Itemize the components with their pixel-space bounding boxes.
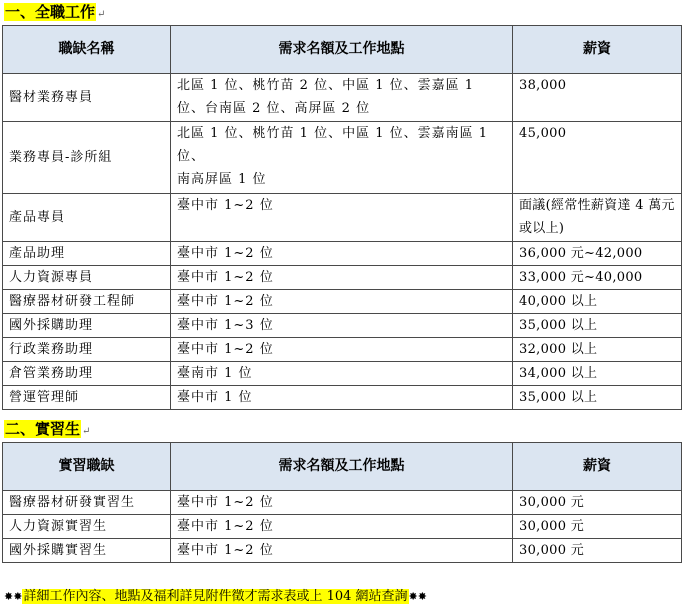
location-cell: 臺南市 1 位 bbox=[171, 362, 513, 386]
section-title-intern-text: 二、實習生 bbox=[5, 420, 81, 438]
header-intern-salary: 薪資 bbox=[513, 443, 682, 491]
star-left-icon: ✸✸ bbox=[4, 590, 23, 603]
job-cell: 醫療器材研發工程師 bbox=[3, 290, 171, 314]
job-cell: 醫材業務專員 bbox=[3, 74, 171, 122]
job-cell: 產品專員 bbox=[3, 194, 171, 242]
location-cell: 臺中市 1~2 位 bbox=[171, 242, 513, 266]
fulltime-header-row bbox=[3, 26, 682, 74]
salary-cell: 34,000 以上 bbox=[513, 362, 682, 386]
salary-cell: 33,000 元~40,000 bbox=[513, 266, 682, 290]
header-job: 職缺名稱 bbox=[3, 26, 171, 74]
job-cell: 行政業務助理 bbox=[3, 338, 171, 362]
table-row bbox=[3, 266, 682, 290]
header-intern-job: 實習職缺 bbox=[3, 443, 171, 491]
location-cell: 臺中市 1~3 位 bbox=[171, 314, 513, 338]
location-cell: 臺中市 1~2 位 bbox=[171, 515, 513, 539]
salary-cell: 30,000 元 bbox=[513, 515, 682, 539]
location-cell: 北區 1 位、桃竹苗 1 位、中區 1 位、雲嘉南區 1 位、 南高屏區 1 位 bbox=[171, 122, 513, 194]
section-title-intern: 二、實習生 ↵ bbox=[5, 420, 91, 438]
fulltime-table bbox=[2, 25, 682, 410]
job-cell: 國外採購實習生 bbox=[3, 539, 171, 563]
job-cell: 人力資源專員 bbox=[3, 266, 171, 290]
section-title-fulltime: 一、全職工作 ↵ bbox=[5, 3, 106, 21]
salary-cell: 30,000 元 bbox=[513, 491, 682, 515]
job-cell: 產品助理 bbox=[3, 242, 171, 266]
table-row bbox=[3, 242, 682, 266]
table-row bbox=[3, 386, 682, 410]
job-cell: 國外採購助理 bbox=[3, 314, 171, 338]
location-cell: 臺中市 1~2 位 bbox=[171, 290, 513, 314]
location-cell: 臺中市 1~2 位 bbox=[171, 194, 513, 242]
star-right-icon: ✸✸ bbox=[408, 590, 427, 603]
salary-cell: 35,000 以上 bbox=[513, 314, 682, 338]
header-intern-location: 需求名額及工作地點 bbox=[171, 443, 513, 491]
section-title-fulltime-text: 一、全職工作 bbox=[5, 3, 96, 21]
salary-cell: 35,000 以上 bbox=[513, 386, 682, 410]
intern-header-row bbox=[3, 443, 682, 491]
table-row bbox=[3, 290, 682, 314]
salary-cell: 30,000 元 bbox=[513, 539, 682, 563]
salary-cell: 32,000 以上 bbox=[513, 338, 682, 362]
table-row bbox=[3, 338, 682, 362]
salary-cell: 36,000 元~42,000 bbox=[513, 242, 682, 266]
job-cell: 營運管理師 bbox=[3, 386, 171, 410]
salary-cell: 45,000 bbox=[513, 122, 682, 194]
table-row bbox=[3, 491, 682, 515]
salary-cell: 40,000 以上 bbox=[513, 290, 682, 314]
job-cell: 醫療器材研發實習生 bbox=[3, 491, 171, 515]
location-cell: 臺中市 1~2 位 bbox=[171, 338, 513, 362]
job-cell: 倉管業務助理 bbox=[3, 362, 171, 386]
table-row bbox=[3, 515, 682, 539]
intern-table bbox=[2, 442, 682, 563]
salary-cell: 面議(經常性薪資達 4 萬元或以上) bbox=[513, 194, 682, 242]
location-cell: 臺中市 1~2 位 bbox=[171, 539, 513, 563]
location-cell: 臺中市 1~2 位 bbox=[171, 266, 513, 290]
salary-cell: 38,000 bbox=[513, 74, 682, 122]
header-location: 需求名額及工作地點 bbox=[171, 26, 513, 74]
header-salary: 薪資 bbox=[513, 26, 682, 74]
table-row bbox=[3, 194, 682, 242]
location-cell: 臺中市 1~2 位 bbox=[171, 491, 513, 515]
table-row bbox=[3, 122, 682, 194]
table-row bbox=[3, 539, 682, 563]
location-cell: 臺中市 1 位 bbox=[171, 386, 513, 410]
job-cell: 人力資源實習生 bbox=[3, 515, 171, 539]
job-cell: 業務專員-診所組 bbox=[3, 122, 171, 194]
footer-note bbox=[4, 588, 427, 606]
location-cell: 北區 1 位、桃竹苗 2 位、中區 1 位、雲嘉區 1 位、台南區 2 位、高屏區 2 位 bbox=[171, 74, 513, 122]
footer-text: 詳細工作內容、地點及福利詳見附件徵才需求表或上 104 網站查詢 bbox=[23, 589, 408, 604]
table-row bbox=[3, 362, 682, 386]
table-row bbox=[3, 314, 682, 338]
table-row bbox=[3, 74, 682, 122]
